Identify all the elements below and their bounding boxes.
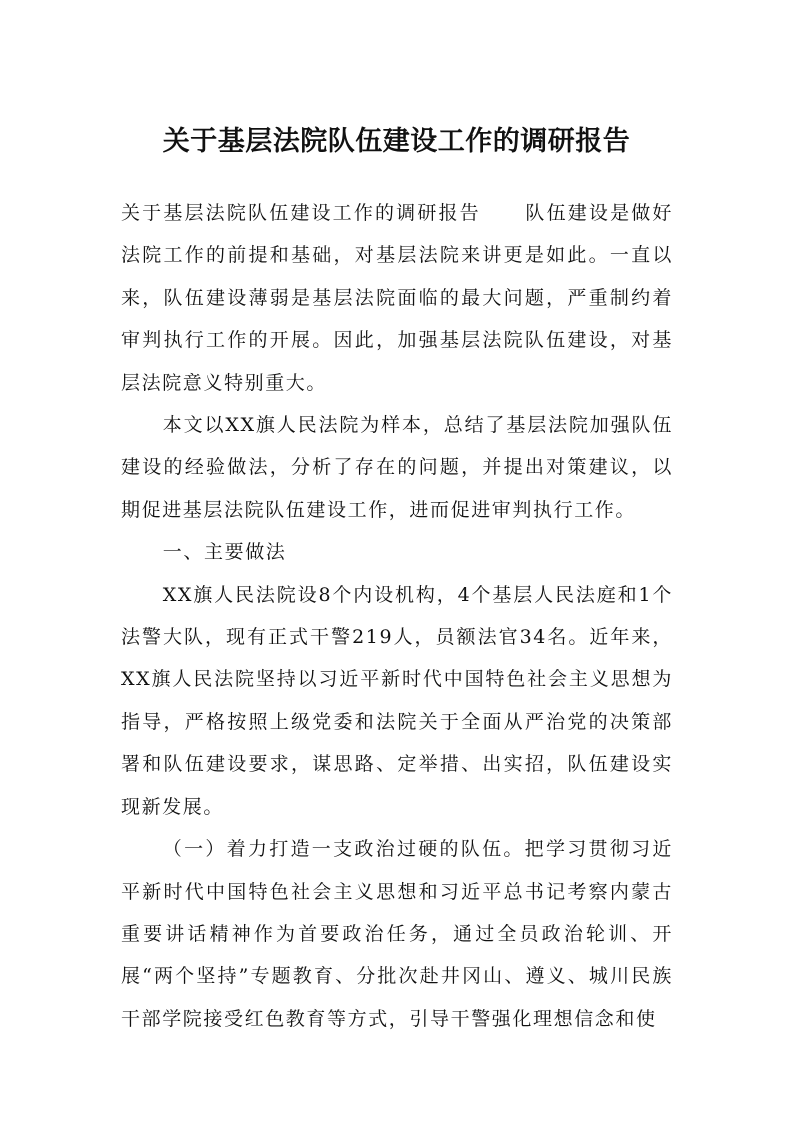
intro-text: 队伍建设是做好法院工作的前提和基础，对基层法院来讲更是如此。一直以来，队伍建设薄弱是基层法院面临的最大问题，严重制约着审判执行工作的开展。因此，加强基层法院队伍建设，对基层法院意义特别重大。 (121, 202, 674, 394)
document-body (121, 192, 673, 1040)
paragraph-court-overview: XX旗人民法院设8个内设机构，4个基层人民法庭和1个法警大队，现有正式干警219人，员额法官34名。近年来，XX旗人民法院坚持以习近平新时代中国特色社会主义思想为指导，严格按照上级党委和法院关于全面从严治党的决策部署和队伍建设要求，谋思路、定举措、出实招，队伍建设实现新发展。 (121, 583, 673, 818)
paragraph-purpose: 本文以XX旗人民法院为样本，总结了基层法院加强队伍建设的经验做法，分析了存在的问题，并提出对策建议，以期促进基层法院队伍建设工作，进而促进审判执行工作。 (121, 414, 673, 521)
section-heading-main-practices: 一、主要做法 (162, 541, 287, 564)
document-title: 关于基层法院队伍建设工作的调研报告 (162, 126, 631, 157)
intro-lead-title: 关于基层法院队伍建设工作的调研报告 (121, 202, 481, 224)
paragraph-intro (121, 192, 673, 404)
paragraph-political-team: （一）着力打造一支政治过硬的队伍。把学习贯彻习近平新时代中国特色社会主义思想和习近平总书记考察内蒙古重要讲话精神作为首要政治任务，通过全员政治轮训、开展“两个坚持”专题教育、分批次赴井冈山、遵义、城川民族干部学院接受红色教育等方式，引导干警强化理想信念和使 (121, 838, 673, 1030)
